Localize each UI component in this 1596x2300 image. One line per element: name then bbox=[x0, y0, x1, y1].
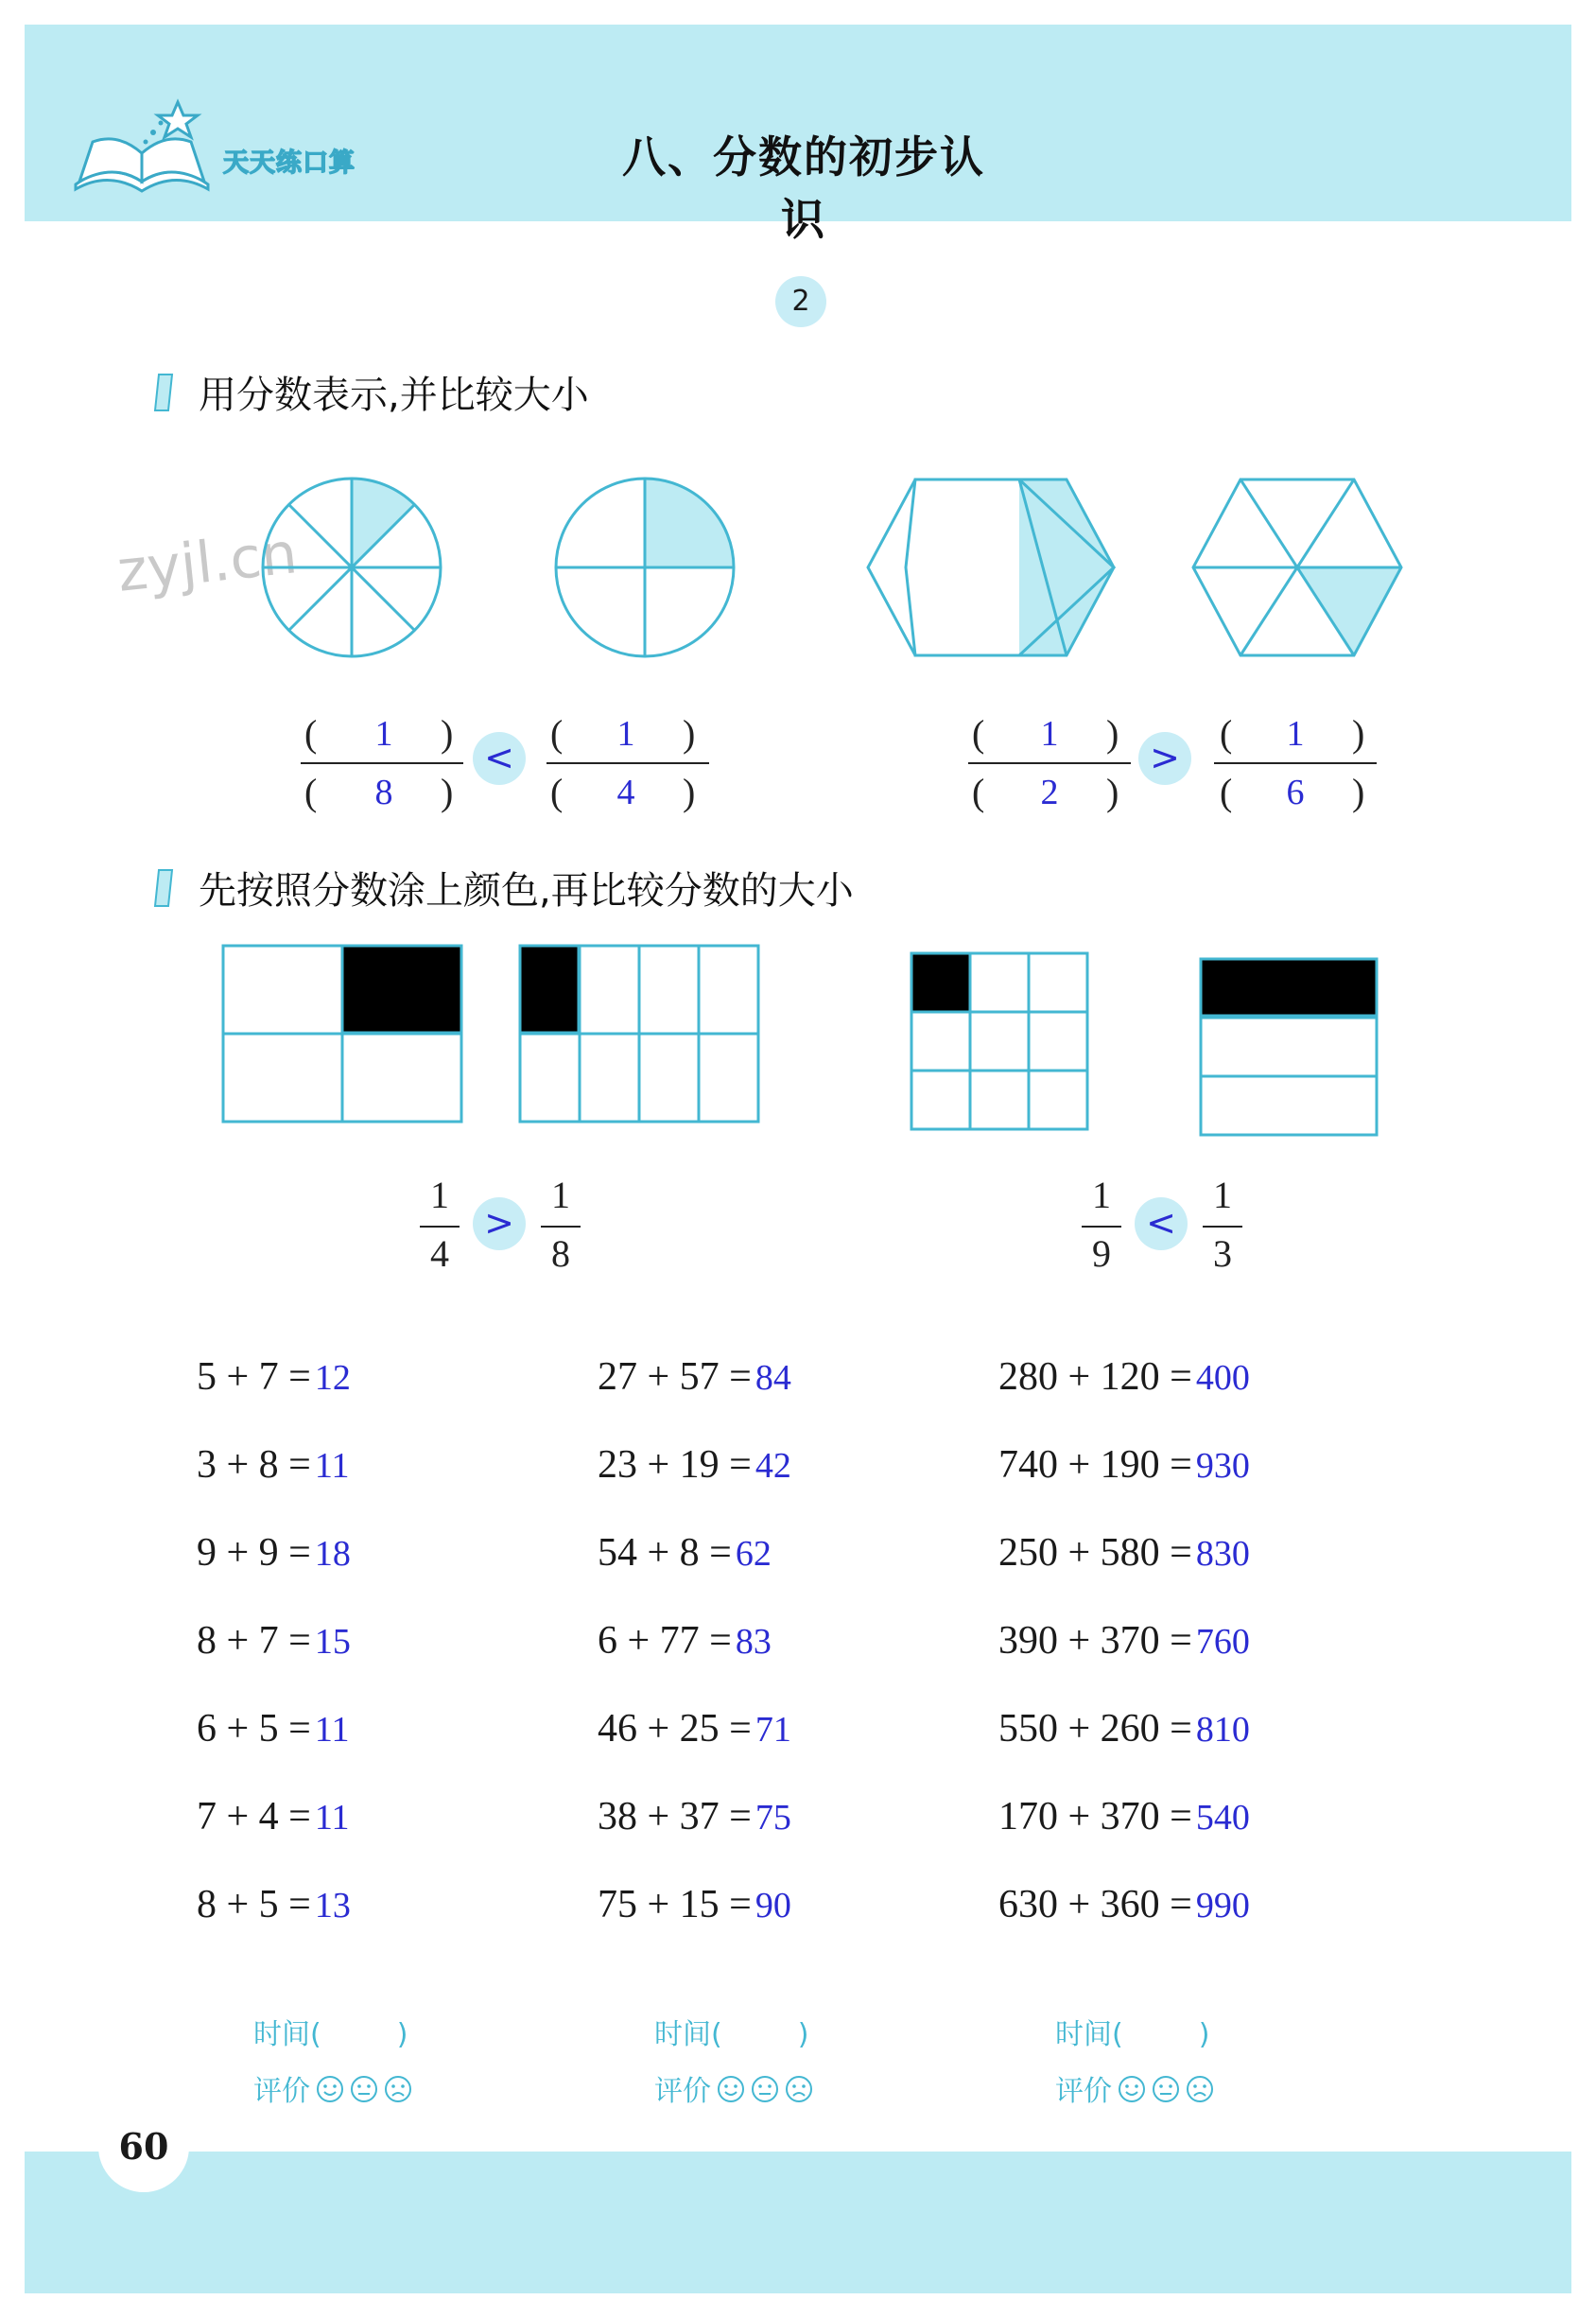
problem-expression: 8 + 7 = bbox=[197, 1619, 311, 1663]
arithmetic-problem bbox=[998, 1882, 1250, 1927]
time-close: ) bbox=[396, 2018, 408, 2051]
happy-face-icon[interactable] bbox=[1118, 2075, 1146, 2111]
problem-answer[interactable]: 400 bbox=[1195, 1358, 1250, 1398]
time-field[interactable] bbox=[253, 2011, 408, 2052]
time-label: 时间( bbox=[1055, 2018, 1123, 2051]
time-label: 时间( bbox=[654, 2018, 722, 2051]
problem-expression: 75 + 15 = bbox=[598, 1883, 752, 1926]
hexagon-sixths-shape bbox=[1193, 479, 1401, 655]
arithmetic-problem bbox=[998, 1706, 1250, 1751]
problem-answer[interactable]: 42 bbox=[755, 1446, 791, 1486]
problem-answer[interactable]: 830 bbox=[1195, 1534, 1250, 1574]
section1-heading: 用分数表示,并比较大小 bbox=[199, 374, 589, 417]
arithmetic-problem bbox=[197, 1530, 351, 1576]
arithmetic-problem bbox=[197, 1618, 351, 1664]
comparison-sign[interactable]: < bbox=[1135, 1197, 1188, 1250]
problem-answer[interactable]: 990 bbox=[1195, 1886, 1250, 1925]
problem-expression: 740 + 190 = bbox=[998, 1443, 1192, 1487]
time-label: 时间( bbox=[253, 2018, 321, 2051]
comparison-sign[interactable]: < bbox=[473, 732, 526, 785]
lesson-number-badge: 2 bbox=[775, 276, 826, 327]
arithmetic-problem bbox=[598, 1354, 791, 1400]
problem-expression: 27 + 57 = bbox=[598, 1355, 752, 1399]
open-book-logo-icon bbox=[66, 95, 217, 199]
arithmetic-problem bbox=[598, 1794, 791, 1839]
fraction-denominator: 3 bbox=[1213, 1232, 1232, 1275]
question-marker-icon bbox=[151, 866, 176, 910]
problem-answer[interactable]: 83 bbox=[735, 1622, 772, 1662]
neutral-face-icon[interactable] bbox=[350, 2075, 378, 2111]
problem-expression: 7 + 4 = bbox=[197, 1795, 311, 1838]
arithmetic-problem bbox=[197, 1794, 349, 1839]
problem-answer[interactable]: 84 bbox=[755, 1358, 791, 1398]
hexagon-halves-shape bbox=[868, 479, 1114, 655]
page-title: 八、分数的初步认识 bbox=[622, 131, 985, 245]
fraction-bar bbox=[546, 762, 709, 764]
problem-answer[interactable]: 760 bbox=[1195, 1622, 1250, 1662]
answer-numerator[interactable]: 1 bbox=[616, 714, 635, 754]
fraction-bar bbox=[968, 762, 1131, 764]
problem-answer[interactable]: 12 bbox=[314, 1358, 351, 1398]
arithmetic-problem bbox=[197, 1706, 349, 1751]
watermark: zyjl.cn bbox=[113, 520, 301, 605]
sad-face-icon[interactable] bbox=[1186, 2075, 1214, 2111]
problem-answer[interactable]: 71 bbox=[755, 1710, 791, 1750]
problem-expression: 250 + 580 = bbox=[998, 1531, 1192, 1575]
section2-heading: 先按照分数涂上颜色,再比较分数的大小 bbox=[199, 869, 854, 913]
fraction-denominator: 4 bbox=[430, 1232, 449, 1275]
evaluation-row bbox=[1055, 2067, 1214, 2111]
answer-numerator[interactable]: 1 bbox=[1286, 714, 1305, 754]
problem-answer[interactable]: 13 bbox=[314, 1886, 351, 1925]
arithmetic-problem bbox=[197, 1882, 351, 1927]
problem-expression: 6 + 5 = bbox=[197, 1707, 311, 1751]
grid-3x3 bbox=[911, 953, 1087, 1129]
comparison-sign[interactable]: > bbox=[473, 1197, 526, 1250]
problem-answer[interactable]: 15 bbox=[314, 1622, 351, 1662]
arithmetic-problem bbox=[998, 1618, 1250, 1664]
answer-numerator[interactable]: 1 bbox=[374, 714, 393, 754]
time-field[interactable] bbox=[654, 2011, 808, 2052]
problem-answer[interactable]: 11 bbox=[314, 1710, 350, 1750]
sad-face-icon[interactable] bbox=[384, 2075, 412, 2111]
question-marker-icon bbox=[151, 371, 176, 414]
happy-face-icon[interactable] bbox=[717, 2075, 745, 2111]
neutral-face-icon[interactable] bbox=[1152, 2075, 1180, 2111]
circle-quarters-shape bbox=[556, 479, 734, 656]
answer-denominator[interactable]: 8 bbox=[374, 773, 393, 812]
problem-expression: 280 + 120 = bbox=[998, 1355, 1192, 1399]
arithmetic-problem bbox=[598, 1618, 772, 1664]
answer-denominator[interactable]: 6 bbox=[1286, 773, 1305, 812]
problem-expression: 9 + 9 = bbox=[197, 1531, 311, 1575]
evaluation-label: 评价 bbox=[253, 2075, 310, 2108]
problem-answer[interactable]: 810 bbox=[1195, 1710, 1250, 1750]
problem-answer[interactable]: 540 bbox=[1195, 1798, 1250, 1838]
fraction-denominator: 8 bbox=[551, 1232, 570, 1275]
evaluation-label: 评价 bbox=[654, 2075, 711, 2108]
evaluation-label: 评价 bbox=[1055, 2075, 1112, 2108]
neutral-face-icon[interactable] bbox=[751, 2075, 779, 2111]
brand-label: 天天练口算 bbox=[223, 148, 356, 177]
problem-expression: 550 + 260 = bbox=[998, 1707, 1192, 1751]
arithmetic-problem bbox=[598, 1706, 791, 1751]
grid-2x4 bbox=[520, 946, 758, 1122]
problem-answer[interactable]: 11 bbox=[314, 1798, 350, 1838]
time-field[interactable] bbox=[1055, 2011, 1209, 2052]
problem-answer[interactable]: 11 bbox=[314, 1446, 350, 1486]
time-close: ) bbox=[797, 2018, 809, 2051]
problem-expression: 8 + 5 = bbox=[197, 1883, 311, 1926]
problem-answer[interactable]: 90 bbox=[755, 1886, 791, 1925]
problem-expression: 3 + 8 = bbox=[197, 1443, 311, 1487]
fraction-numerator: 1 bbox=[1092, 1174, 1111, 1216]
problem-expression: 170 + 370 = bbox=[998, 1795, 1192, 1838]
shapes-figure bbox=[246, 463, 1418, 671]
problem-answer[interactable]: 62 bbox=[735, 1534, 772, 1574]
answer-denominator[interactable]: 2 bbox=[1040, 773, 1059, 812]
problem-expression: 5 + 7 = bbox=[197, 1355, 311, 1399]
answer-denominator[interactable]: 4 bbox=[616, 773, 635, 812]
arithmetic-problem bbox=[598, 1442, 791, 1488]
fraction-numerator: 1 bbox=[551, 1174, 570, 1216]
fraction-bar bbox=[301, 762, 463, 764]
grid-2x2 bbox=[223, 946, 461, 1122]
fraction-denominator: 9 bbox=[1092, 1232, 1111, 1275]
problem-expression: 38 + 37 = bbox=[598, 1795, 752, 1838]
grid-3-rows bbox=[1201, 959, 1377, 1135]
arithmetic-problem bbox=[598, 1530, 772, 1576]
arithmetic-problem bbox=[998, 1794, 1250, 1839]
answer-numerator[interactable]: 1 bbox=[1040, 714, 1059, 754]
arithmetic-problem bbox=[598, 1882, 791, 1927]
happy-face-icon[interactable] bbox=[316, 2075, 344, 2111]
footer-band bbox=[25, 2152, 1571, 2293]
arithmetic-problem bbox=[998, 1354, 1250, 1400]
problem-expression: 6 + 77 = bbox=[598, 1619, 732, 1663]
problem-expression: 630 + 360 = bbox=[998, 1883, 1192, 1926]
fraction-bar bbox=[1214, 762, 1377, 764]
problem-expression: 390 + 370 = bbox=[998, 1619, 1192, 1663]
arithmetic-problem bbox=[998, 1530, 1250, 1576]
problem-expression: 46 + 25 = bbox=[598, 1707, 752, 1751]
time-close: ) bbox=[1198, 2018, 1210, 2051]
comparison-sign[interactable]: > bbox=[1138, 732, 1191, 785]
problem-expression: 23 + 19 = bbox=[598, 1443, 752, 1487]
problem-answer[interactable]: 18 bbox=[314, 1534, 351, 1574]
evaluation-row bbox=[253, 2067, 412, 2111]
grids-figure bbox=[217, 944, 1409, 1152]
problem-answer[interactable]: 930 bbox=[1195, 1446, 1250, 1486]
circle-eighths-shape bbox=[263, 479, 441, 656]
fraction-numerator: 1 bbox=[430, 1174, 449, 1216]
problem-answer[interactable]: 75 bbox=[755, 1798, 791, 1838]
arithmetic-problem bbox=[197, 1354, 351, 1400]
page-number: 60 bbox=[98, 2101, 189, 2192]
evaluation-row bbox=[654, 2067, 813, 2111]
sad-face-icon[interactable] bbox=[785, 2075, 813, 2111]
fraction-numerator: 1 bbox=[1213, 1174, 1232, 1216]
problem-expression: 54 + 8 = bbox=[598, 1531, 732, 1575]
arithmetic-problem bbox=[998, 1442, 1250, 1488]
arithmetic-problem bbox=[197, 1442, 349, 1488]
